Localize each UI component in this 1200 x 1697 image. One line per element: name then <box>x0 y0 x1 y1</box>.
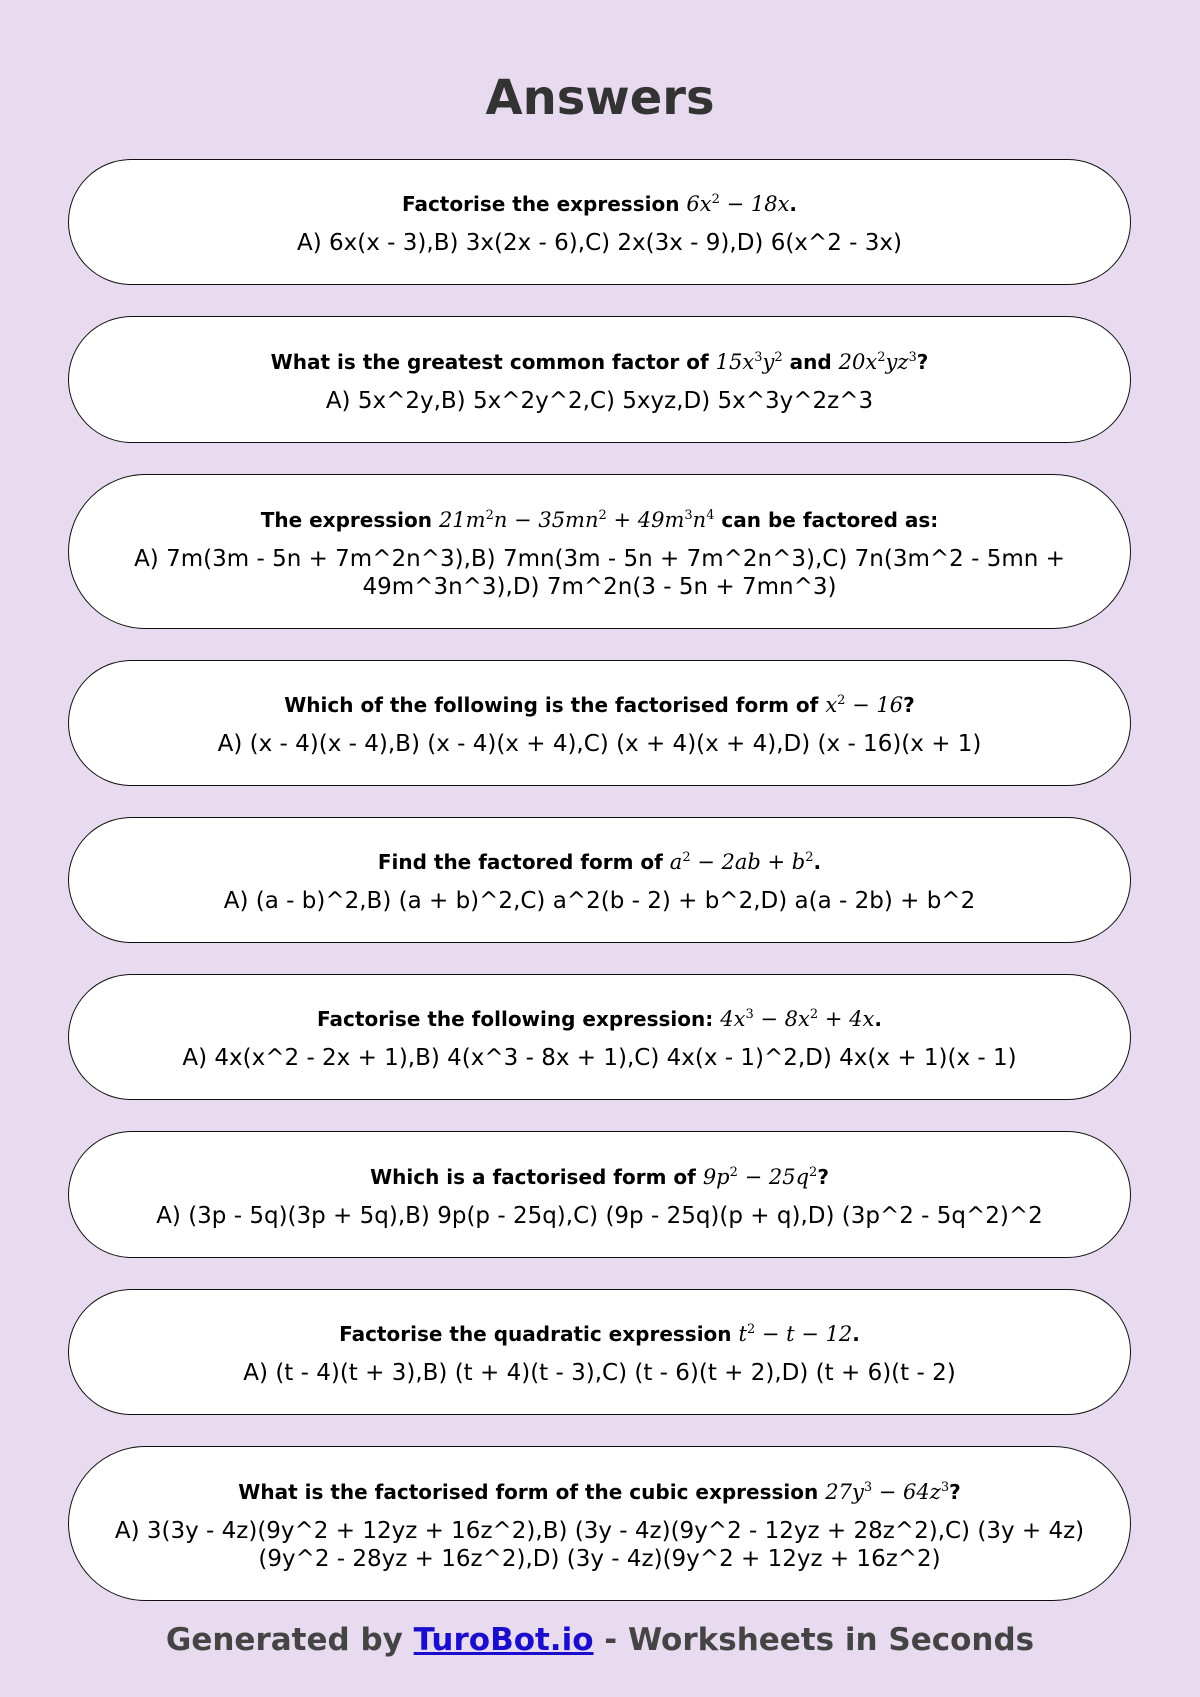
question-card-6 <box>68 974 1131 1100</box>
footer <box>0 1620 1200 1660</box>
question-card-3 <box>68 474 1131 629</box>
answer-options: A) 4x(x^2 - 2x + 1),B) 4(x^3 - 8x + 1),C) 4x(x - 1)^2,D) 4x(x + 1)(x - 1) <box>182 1045 1017 1071</box>
question-text: Factorise the quadratic expression $t^2 - t - 12$. <box>339 1322 860 1346</box>
question-card-2 <box>68 316 1131 443</box>
answer-options: A) 5x^2y,B) 5x^2y^2,C) 5xyz,D) 5x^3y^2z^3 <box>325 387 874 414</box>
question-text: Factorise the expression $6x^2 - 18x$. <box>401 192 798 216</box>
answer-options: A) (3p - 5q)(3p + 5q),B) 9p(p - 25q),C) (9p - 25q)(p + q),D) (3p^2 - 5q^2)^2 <box>156 1202 1043 1229</box>
question-card-5 <box>68 817 1131 943</box>
question-text: What is the greatest common factor of $15x^3y^2$ and $20x^2yz^3$? <box>270 349 929 374</box>
question-text: Factorise the following expression: $4x^3 - 8x^2 + 4x$. <box>317 1007 882 1031</box>
question-card-1 <box>68 159 1131 285</box>
page-title: Answers <box>485 70 715 126</box>
question-text: Find the factored form of $a^2 - 2ab + b^2$. <box>377 850 822 874</box>
question-text: Which is a factorised form of $9p^2 - 25q^2$? <box>370 1164 829 1189</box>
question-card-4 <box>68 660 1131 786</box>
turobot-link[interactable]: TuroBot.io <box>413 1622 594 1658</box>
question-text: The expression $21m^2n - 35mn^2 + 49m^3n^4$ can be factored as: <box>260 507 939 532</box>
answer-options: A) 7m(3m - 5n + 7m^2n^3),B) 7mn(3m - 5n + 7m^2n^3),C) 7n(3m^2 - 5mn + 49m^3n^3),D) 7m^2n(3 - 5n + 7mn^3) <box>134 545 1065 600</box>
footer-suffix: - Worksheets in Seconds <box>593 1622 1035 1658</box>
footer-prefix: Generated by <box>165 1622 414 1658</box>
answer-options: A) (t - 4)(t + 3),B) (t + 4)(t - 3),C) (t - 6)(t + 2),D) (t + 6)(t - 2) <box>243 1360 956 1386</box>
answer-options: A) 3(3y - 4z)(9y^2 + 12yz + 16z^2),B) (3y - 4z)(9y^2 - 12yz + 28z^2),C) (3y + 4z)(9y^2 - 28yz + 16z^2),D) (3y - 4z)(9y^2 + 12yz + 16z^2) <box>114 1517 1085 1572</box>
question-card-9 <box>68 1446 1131 1601</box>
question-text: Which of the following is the factorised form of $x^2 - 16$? <box>284 693 915 717</box>
question-card-8 <box>68 1289 1131 1415</box>
question-text: What is the factorised form of the cubic expression $27y^3 - 64z^3$? <box>238 1479 961 1504</box>
answer-options: A) 6x(x - 3),B) 3x(2x - 6),C) 2x(3x - 9),D) 6(x^2 - 3x) <box>297 230 902 256</box>
answer-options: A) (x - 4)(x - 4),B) (x - 4)(x + 4),C) (x + 4)(x + 4),D) (x - 16)(x + 1) <box>217 731 982 757</box>
answer-options: A) (a - b)^2,B) (a + b)^2,C) a^2(b - 2) + b^2,D) a(a - 2b) + b^2 <box>223 888 976 914</box>
question-card-7 <box>68 1131 1131 1258</box>
